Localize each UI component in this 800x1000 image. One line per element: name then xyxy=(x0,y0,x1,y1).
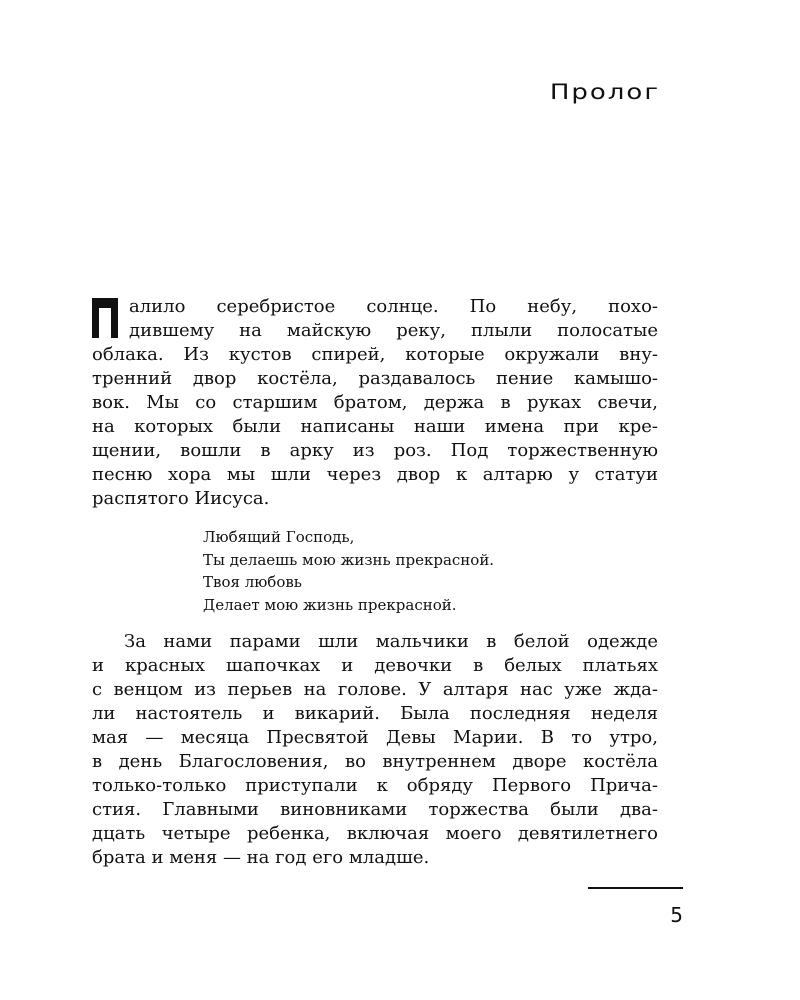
paragraph-line: облака. Из кустов спирей, которые окружали вну- xyxy=(92,344,658,365)
paragraph-line: ли настоятель и викарий. Была последняя неделя xyxy=(92,703,658,724)
chapter-title: Пролог xyxy=(549,80,660,105)
paragraph-2 xyxy=(92,630,658,870)
paragraph-line: стия. Главными виновниками торжества были два- xyxy=(92,799,658,820)
poem-line: Ты делаешь мою жизнь прекрасной. xyxy=(203,550,495,569)
paragraph-line: вок. Мы со старшим братом, держа в руках свечи, xyxy=(92,392,658,413)
paragraph-line: брата и меня — на год его младше. xyxy=(92,847,430,868)
paragraph-line: на которых были написаны наши имена при кре- xyxy=(92,416,658,437)
poem-line: Любящий Господь, xyxy=(203,528,355,546)
paragraph-1 xyxy=(92,295,658,511)
drop-cap xyxy=(92,298,118,338)
paragraph-line: мая — месяца Пресвятой Девы Марии. В то утро, xyxy=(92,727,658,748)
paragraph-line: и красных шапочках и девочки в белых платьях xyxy=(92,655,658,676)
paragraph-line: только-только приступали к обряду Первого Прича- xyxy=(92,775,658,796)
paragraph-line: с венцом из перьев на голове. У алтаря нас уже жда- xyxy=(92,679,658,700)
paragraph-line: щении, вошли в арку из роз. Под торжественную xyxy=(92,440,658,461)
poem-line: Делает мою жизнь прекрасной. xyxy=(203,595,457,614)
paragraph-line: распятого Иисуса. xyxy=(92,488,270,509)
page-number: 5 xyxy=(670,903,683,927)
paragraph-line: алило серебристое солнце. По небу, похо- xyxy=(129,296,658,317)
paragraph-line: песню хора мы шли через двор к алтарю у статуи xyxy=(92,464,658,485)
paragraph-line: дившему на майскую реку, плыли полосатые xyxy=(129,320,658,341)
poem-line: Твоя любовь xyxy=(203,573,302,591)
paragraph-line: За нами парами шли мальчики в белой одежде xyxy=(124,631,658,652)
footer-rule xyxy=(588,887,683,889)
paragraph-line: в день Благословения, во внутреннем дворе костёла xyxy=(92,751,658,772)
poem-quote xyxy=(203,526,494,616)
paragraph-line: дцать четыре ребенка, включая моего девятилетнего xyxy=(92,823,658,844)
paragraph-line: тренний двор костёла, раздавалось пение камышо- xyxy=(92,368,658,389)
